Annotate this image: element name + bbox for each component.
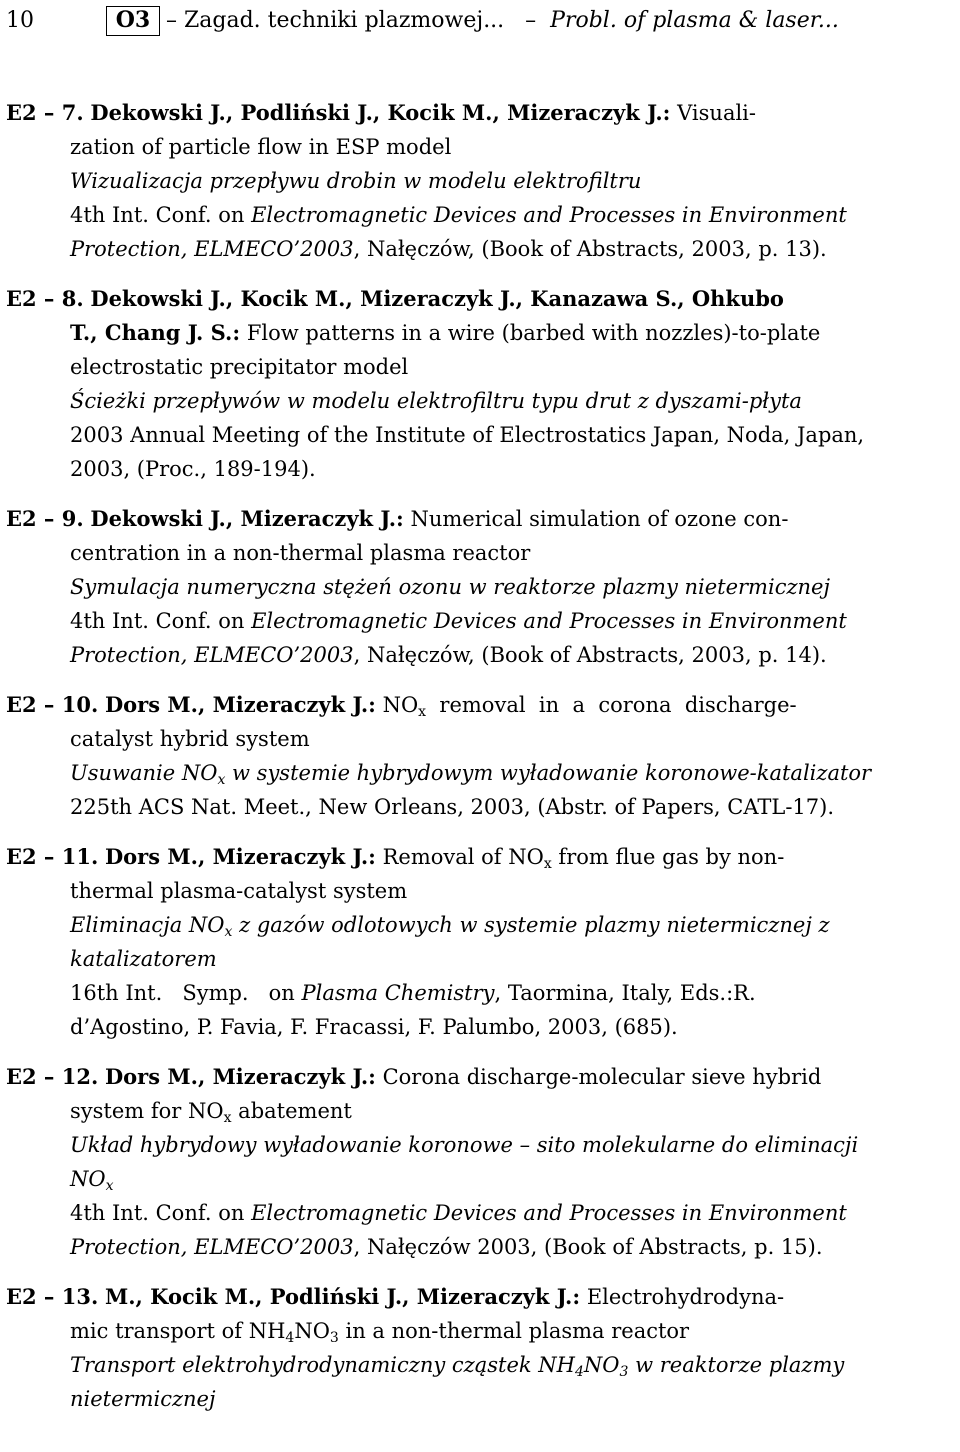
entry-line (6, 502, 954, 536)
page-header (6, 6, 954, 42)
entry-title-pl-cont (6, 1162, 954, 1196)
title-text: NO (382, 693, 419, 717)
entry-title-cont: electrostatic precipitator model (70, 355, 409, 379)
venue-italic: Electromagnetic Devices and Processes in Environment (251, 1201, 847, 1225)
entry-id: E2 – 9. (6, 506, 84, 531)
entry-title (382, 845, 785, 872)
entry-title: Numerical simulation of ozone con- (410, 507, 789, 531)
venue-italic: Electromagnetic Devices and Processes in Environment (251, 609, 847, 633)
entry-title: Flow patterns in a wire (barbed with nozzles)-to-plate (246, 321, 821, 345)
entry-venue-cont (6, 1230, 954, 1264)
entry-title-cont (6, 1314, 954, 1348)
title-text: Transport elektrohydrodynamiczny cząstek NH (70, 1353, 575, 1377)
entry-authors: M., Kocik M., Podliński J., Mizeraczyk J.: (104, 1284, 581, 1309)
entry-venue (6, 198, 954, 232)
title-en: Probl. of plasma & laser... (550, 8, 839, 33)
entry-line (6, 840, 954, 874)
entry-title-cont: thermal plasma-catalyst system (70, 879, 408, 903)
venue-italic: Protection, ELMECO’2003 (70, 1235, 354, 1259)
entry-title-pl: Symulacja numeryczna stężeń ozonu w reaktorze plazmy nietermicznej (70, 575, 830, 599)
entry-title-pl-cont: katalizatorem (70, 947, 217, 971)
title-text: in a non-thermal plasma reactor (338, 1319, 690, 1343)
bibliography-list (6, 96, 954, 1432)
entry-title-pl: Ścieżki przepływów w modelu elektrofiltru typu drut z dyszami-płyta (70, 389, 802, 413)
entry-venue: 225th ACS Nat. Meet., New Orleans, 2003, (Abstr. of Papers, CATL-17). (70, 795, 834, 819)
running-title (166, 6, 839, 36)
entry-line (6, 1060, 954, 1094)
title-text: z gazów odlotowych w systemie plazmy nietermicznej z (232, 913, 830, 937)
venue-text: , Nałęczów, (Book of Abstracts, 2003, p. 14). (353, 643, 827, 667)
entry-title-pl-cont: nietermicznej (70, 1387, 216, 1411)
entry-id: E2 – 10. (6, 692, 99, 717)
venue-text: 4th Int. Conf. on (70, 203, 252, 227)
bib-entry-7 (6, 96, 954, 266)
entry-venue (6, 604, 954, 638)
entry-line (6, 1280, 954, 1314)
subscript: x (224, 924, 233, 940)
venue-text: 16th Int. Symp. on (70, 981, 302, 1005)
subscript: 4 (574, 1364, 584, 1380)
venue-text: , Taormina, Italy, Eds.:R. (494, 981, 756, 1005)
page-number: 10 (6, 8, 34, 33)
bib-entry-13 (6, 1280, 954, 1416)
venue-text: , Nałęczów 2003, (Book of Abstracts, p. 15). (353, 1235, 823, 1259)
entry-title-pl (6, 908, 954, 942)
entry-authors: Dekowski J., Kocik M., Mizeraczyk J., Kanazawa S., Ohkubo (90, 286, 784, 311)
entry-id: E2 – 12. (6, 1064, 99, 1089)
title-text: system for NO (70, 1099, 224, 1123)
bib-entry-9 (6, 502, 954, 672)
entry-title-cont: catalyst hybrid system (70, 727, 310, 751)
entry-title-cont: centration in a non-thermal plasma reactor (70, 541, 531, 565)
title-text: NO (70, 1167, 106, 1191)
entry-authors-cont: T., Chang J. S.: (70, 320, 241, 345)
title-text: mic transport of NH (70, 1319, 286, 1343)
subscript: x (217, 772, 226, 788)
entry-venue (6, 1196, 954, 1230)
subscript: 3 (619, 1364, 629, 1380)
entry-authors: Dekowski J., Mizeraczyk J.: (90, 506, 404, 531)
title-text: Eliminacja NO (70, 913, 225, 937)
venue-italic: Plasma Chemistry (301, 981, 495, 1005)
entry-venue-cont (6, 232, 954, 266)
entry-title-pl: Wizualizacja przepływu drobin w modelu elektrofiltru (70, 169, 642, 193)
entry-title-pl: Układ hybrydowy wyładowanie koronowe – sito molekularne do eliminacji (70, 1133, 859, 1157)
title-text: Usuwanie NO (70, 761, 218, 785)
entry-line (6, 96, 954, 130)
entry-id: E2 – 11. (6, 844, 99, 869)
subscript: x (418, 704, 427, 720)
entry-authors: Dors M., Mizeraczyk J.: (104, 692, 376, 717)
entry-title-pl (6, 1348, 954, 1382)
title-pl: Zagad. techniki plazmowej... (184, 8, 505, 33)
entry-venue-cont: 2003, (Proc., 189-194). (70, 457, 316, 481)
venue-text: 4th Int. Conf. on (70, 609, 252, 633)
subscript: x (105, 1178, 114, 1194)
entry-authors: Dors M., Mizeraczyk J.: (104, 844, 376, 869)
entry-title-pl (6, 756, 954, 790)
title-text: abatement (231, 1099, 352, 1123)
title-text: from flue gas by non- (551, 845, 785, 869)
entry-title: Visuali- (677, 101, 756, 125)
bib-entry-8 (6, 282, 954, 486)
entry-authors: Dors M., Mizeraczyk J.: (104, 1064, 376, 1089)
venue-italic: Electromagnetic Devices and Processes in Environment (251, 203, 847, 227)
title-text: removal in a corona discharge- (426, 693, 797, 717)
entry-title-cont (6, 1094, 954, 1128)
subscript: x (543, 856, 552, 872)
entry-line (6, 282, 954, 316)
title-text: NO (294, 1319, 330, 1343)
bib-entry-12 (6, 1060, 954, 1264)
title-text: w systemie hybrydowym wyładowanie koronowe-katalizator (225, 761, 872, 785)
title-text: w reaktorze plazmy (628, 1353, 845, 1377)
entry-id: E2 – 8. (6, 286, 84, 311)
venue-italic: Protection, ELMECO’2003 (70, 643, 354, 667)
entry-title-cont: zation of particle flow in ESP model (70, 135, 452, 159)
venue-italic: Protection, ELMECO’2003 (70, 237, 354, 261)
entry-venue-cont (6, 638, 954, 672)
entry-id: E2 – 13. (6, 1284, 99, 1309)
entry-title: Corona discharge-molecular sieve hybrid (382, 1065, 822, 1089)
title-text: NO (583, 1353, 620, 1377)
title-dash-2: – (525, 8, 537, 33)
bib-entry-10 (6, 688, 954, 824)
venue-text: 4th Int. Conf. on (70, 1201, 252, 1225)
entry-id: E2 – 7. (6, 100, 84, 125)
entry-venue (6, 976, 954, 1010)
venue-text: , Nałęczów, (Book of Abstracts, 2003, p. 13). (353, 237, 827, 261)
entry-authors: Dekowski J., Podliński J., Kocik M., Mizeraczyk J.: (90, 100, 671, 125)
entry-line (6, 316, 954, 350)
bib-entry-11 (6, 840, 954, 1044)
entry-venue-cont: d’Agostino, P. Favia, F. Fracassi, F. Palumbo, 2003, (685). (70, 1015, 678, 1039)
entry-title: Electrohydrodyna- (586, 1285, 785, 1309)
entry-title (382, 693, 797, 720)
subscript: 4 (285, 1330, 295, 1346)
title-text: Removal of NO (382, 845, 544, 869)
entry-venue: 2003 Annual Meeting of the Institute of Electrostatics Japan, Noda, Japan, (70, 423, 865, 447)
section-code-box: O3 (106, 6, 160, 36)
subscript: x (223, 1110, 232, 1126)
entry-line (6, 688, 954, 722)
title-dash-1: – (166, 8, 177, 33)
subscript: 3 (329, 1330, 339, 1346)
